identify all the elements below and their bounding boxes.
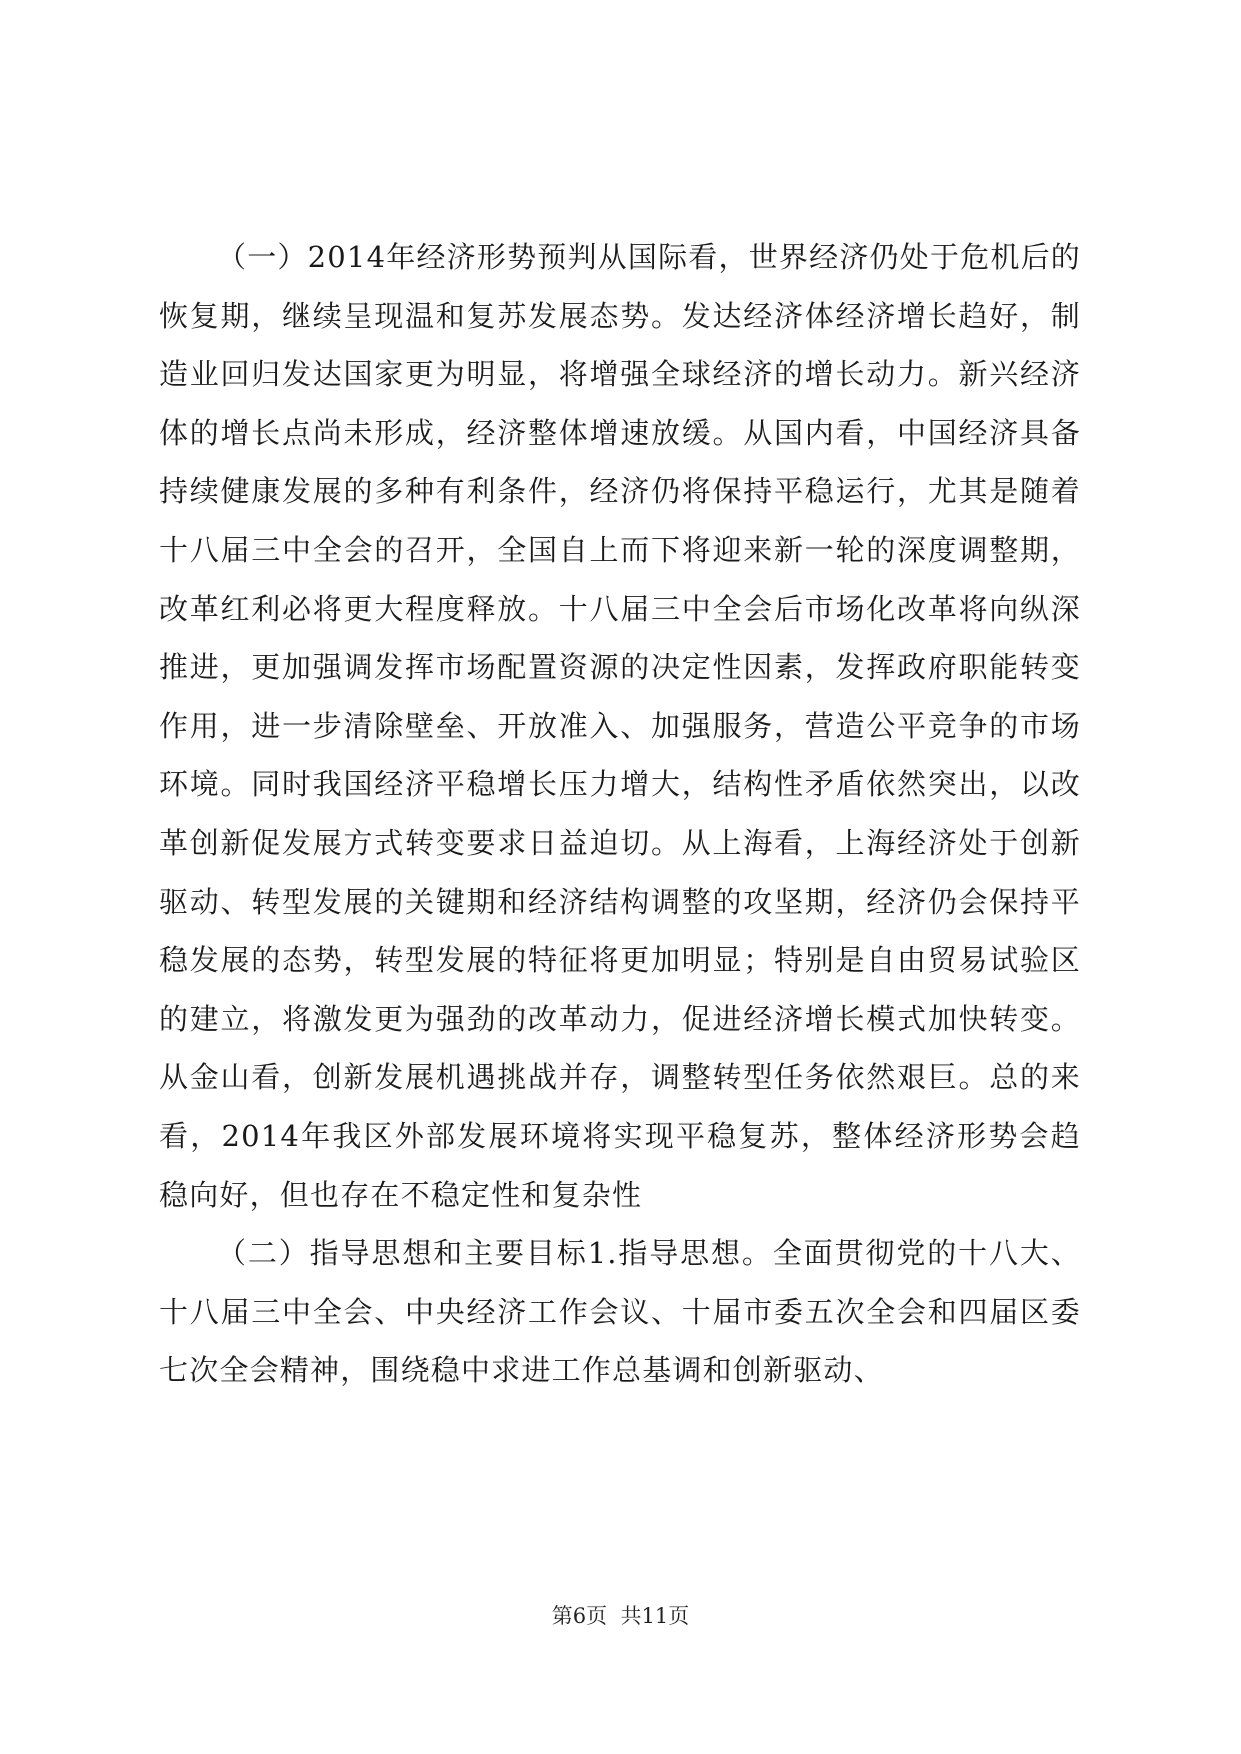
paragraph-economic-outlook: （一）2014年经济形势预判从国际看，世界经济仍处于危机后的恢复期，继续呈现温和复苏发展态势。发达经济体经济增长趋好，制造业回归发达国家更为明显，将增强全球经济的增长动力。新兴经济体的增长点尚未形成，经济整体增速放缓。从国内看，中国经济具备持续健康发展的多种有利条件，经济仍将保持平稳运行，尤其是随着十八届三中全会的召开，全国自上而下将迎来新一轮的深度调整期，改革红利必将更大程度释放。十八届三中全会后市场化改革将向纵深推进，更加强调发挥市场配置资源的决定性因素，发挥政府职能转变作用，进一步清除壁垒、开放准入、加强服务，营造公平竞争的市场环境。同时我国经济平稳增长压力增大，结构性矛盾依然突出，以改革创新促发展方式转变要求日益迫切。从上海看，上海经济处于创新驱动、转型发展的关键期和经济结构调整的攻坚期，经济仍会保持平稳发展的态势，转型发展的特征将更加明显；特别是自由贸易试验区的建立，将激发更为强劲的改革动力，促进经济增长模式加快转变。从金山看，创新发展机遇挑战并存，调整转型任务依然艰巨。总的来看，2014年我区外部发展环境将实现平稳复苏，整体经济形势会趋稳向好，但也存在不稳定性和复杂性 bbox=[159, 240, 1081, 1212]
paragraph-guiding-ideology: （二）指导思想和主要目标1.指导思想。全面贯彻党的十八大、十八届三中全会、中央经济工作会议、十届市委五次全会和四届区委七次全会精神，围绕稳中求进工作总基调和创新驱动、 bbox=[159, 1236, 1081, 1388]
page-number: 第6页 共11页 bbox=[551, 1604, 690, 1628]
page-footer bbox=[0, 1602, 1241, 1630]
body-text bbox=[159, 228, 1081, 1400]
